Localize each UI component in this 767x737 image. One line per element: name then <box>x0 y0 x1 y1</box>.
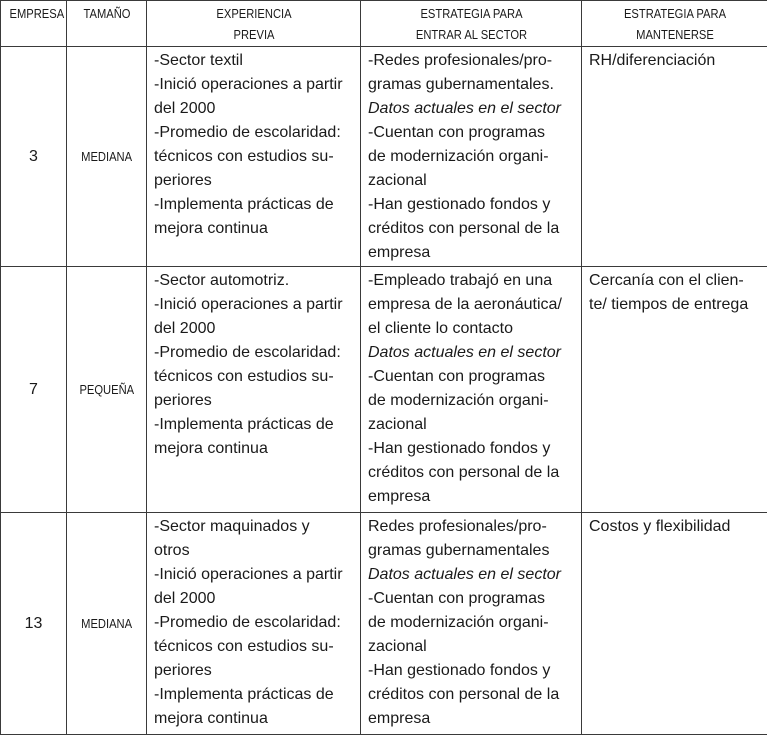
text-line: periores <box>154 662 212 679</box>
experiencia-cell <box>147 267 361 513</box>
text-line: -Promedio de escolaridad: <box>154 614 341 631</box>
italic-subheading: Datos actuales en el sector <box>368 100 561 117</box>
text-line: -Cuentan con programas <box>368 590 545 607</box>
text-line: mejora continua <box>154 220 268 237</box>
text-line: Costos y flexibilidad <box>589 518 731 535</box>
text-line: -Empleado trabajó en una <box>368 272 553 289</box>
text-line: técnicos con estudios su- <box>154 638 334 655</box>
tamano-cell: MEDIANA <box>67 513 147 735</box>
text-line: -Cuentan con programas <box>368 124 545 141</box>
text-line: Cercanía con el clien- <box>589 272 744 289</box>
text-line: créditos con personal de la <box>368 686 560 703</box>
text-line: -Implementa prácticas de <box>154 416 334 433</box>
text-line: -Inició operaciones a partir <box>154 76 343 93</box>
text-line: empresa <box>368 710 431 727</box>
text-line: -Redes profesionales/pro- <box>368 52 553 69</box>
text-line: -Sector automotriz. <box>154 272 290 289</box>
text-line: -Sector maquinados y <box>154 518 310 535</box>
text-line: empresa <box>368 244 431 261</box>
text-line: -Inició operaciones a partir <box>154 296 343 313</box>
text-line: de modernización organi- <box>368 392 549 409</box>
text-line: gramas gubernamentales <box>368 542 550 559</box>
header-tamano: TAMAÑO <box>72 1 141 47</box>
empresa-cell: 13 <box>1 513 67 735</box>
estrategia-entrar-cell <box>361 267 582 513</box>
text-line: mejora continua <box>154 440 268 457</box>
text-line: -Promedio de escolaridad: <box>154 124 341 141</box>
estrategia-entrar-cell <box>361 47 582 267</box>
tamano-cell: PEQUEÑA <box>67 267 147 513</box>
text-line: -Promedio de escolaridad: <box>154 344 341 361</box>
header-estrategia-mantenerse: ESTRATEGIA PARA MANTENERSE <box>595 1 755 47</box>
table-row <box>1 513 767 735</box>
text-line: técnicos con estudios su- <box>154 368 334 385</box>
text-line: empresa <box>368 488 431 505</box>
empresa-cell: 3 <box>1 47 67 267</box>
italic-subheading: Datos actuales en el sector <box>368 566 561 583</box>
text-line: zacional <box>368 638 427 655</box>
text-line: periores <box>154 392 212 409</box>
text-line: empresa de la aeronáutica/ <box>368 296 562 313</box>
table-row <box>1 267 767 513</box>
text-line: -Implementa prácticas de <box>154 686 334 703</box>
empresa-cell: 7 <box>1 267 67 513</box>
estrategia-mantenerse-cell <box>582 267 767 513</box>
text-line: créditos con personal de la <box>368 464 560 481</box>
text-line: Redes profesionales/pro- <box>368 518 547 535</box>
text-line: del 2000 <box>154 100 216 117</box>
text-line: de modernización organi- <box>368 614 549 631</box>
text-line: te/ tiempos de entrega <box>589 296 749 313</box>
header-row <box>1 1 767 47</box>
text-line: zacional <box>368 416 427 433</box>
header-empresa: EMPRESA <box>5 1 62 47</box>
text-line: zacional <box>368 172 427 189</box>
text-line: -Han gestionado fondos y <box>368 440 551 457</box>
text-line: de modernización organi- <box>368 148 549 165</box>
table-row <box>1 47 767 267</box>
text-line: -Han gestionado fondos y <box>368 196 551 213</box>
header-estrategia-entrar: ESTRATEGIA PARA ENTRAR AL SECTOR <box>376 1 566 47</box>
text-line: técnicos con estudios su- <box>154 148 334 165</box>
experiencia-cell <box>147 47 361 267</box>
estrategia-mantenerse-cell <box>582 47 767 267</box>
text-line: gramas gubernamentales. <box>368 76 554 93</box>
italic-subheading: Datos actuales en el sector <box>368 344 561 361</box>
text-line: -Cuentan con programas <box>368 368 545 385</box>
text-line: del 2000 <box>154 590 216 607</box>
text-line: periores <box>154 172 212 189</box>
text-line: créditos con personal de la <box>368 220 560 237</box>
text-line: -Implementa prácticas de <box>154 196 334 213</box>
text-line: mejora continua <box>154 710 268 727</box>
text-line: -Inició operaciones a partir <box>154 566 343 583</box>
text-line: del 2000 <box>154 320 216 337</box>
text-line: RH/diferenciación <box>589 52 716 69</box>
tamano-cell: MEDIANA <box>67 47 147 267</box>
text-line: -Sector textil <box>154 52 243 69</box>
header-experiencia: EXPERIENCIA PREVIA <box>161 1 345 47</box>
text-line: -Han gestionado fondos y <box>368 662 551 679</box>
experiencia-cell <box>147 513 361 735</box>
estrategia-mantenerse-cell <box>582 513 767 735</box>
text-line: el cliente lo contacto <box>368 320 513 337</box>
estrategia-entrar-cell <box>361 513 582 735</box>
text-line: otros <box>154 542 190 559</box>
